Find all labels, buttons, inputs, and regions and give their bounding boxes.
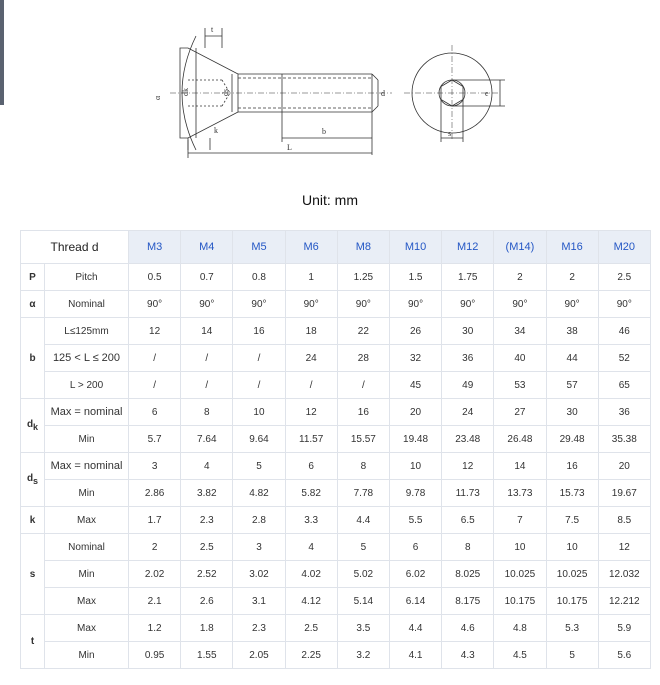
value-cell: 2 xyxy=(546,264,598,291)
value-cell: 0.95 xyxy=(129,642,181,669)
value-cell: 11.73 xyxy=(442,480,494,507)
value-cell: 0.8 xyxy=(233,264,285,291)
value-cell: 2 xyxy=(129,534,181,561)
value-cell: 12.212 xyxy=(598,588,650,615)
group-symbol-text: α xyxy=(29,298,36,310)
value-cell: 90° xyxy=(233,291,285,318)
value-cell: 24 xyxy=(285,345,337,372)
value-cell: / xyxy=(233,345,285,372)
value-cell: 6 xyxy=(285,453,337,480)
value-cell: 0.7 xyxy=(181,264,233,291)
value-cell: 27 xyxy=(494,399,546,426)
group-symbol-text: b xyxy=(29,352,36,364)
table-row xyxy=(21,318,651,345)
header-row xyxy=(21,231,651,264)
value-cell: 12 xyxy=(285,399,337,426)
group-symbol xyxy=(21,534,45,615)
value-cell: 5.7 xyxy=(129,426,181,453)
group-symbol-subscript: k xyxy=(33,422,39,432)
value-cell: 20 xyxy=(389,399,441,426)
spec-table xyxy=(20,230,651,669)
value-cell: 10.175 xyxy=(546,588,598,615)
value-cell: 4.82 xyxy=(233,480,285,507)
value-cell: 90° xyxy=(494,291,546,318)
table-row xyxy=(21,291,651,318)
row-label: Min xyxy=(45,642,129,669)
value-cell: 24 xyxy=(442,399,494,426)
table-row xyxy=(21,480,651,507)
value-cell: 90° xyxy=(598,291,650,318)
table-row xyxy=(21,345,651,372)
group-symbol xyxy=(21,615,45,669)
value-cell: 3 xyxy=(129,453,181,480)
value-cell: 16 xyxy=(546,453,598,480)
bolt-diagram xyxy=(0,0,660,185)
value-cell: 3.3 xyxy=(285,507,337,534)
value-cell: 8.5 xyxy=(598,507,650,534)
s-dim-label: s xyxy=(448,129,452,138)
ds-dim-label: ds xyxy=(221,88,230,96)
value-cell: 4.1 xyxy=(389,642,441,669)
value-cell: 14 xyxy=(181,318,233,345)
value-cell: 2.6 xyxy=(181,588,233,615)
value-cell: 1.2 xyxy=(129,615,181,642)
table-row xyxy=(21,588,651,615)
value-cell: 9.64 xyxy=(233,426,285,453)
value-cell: 46 xyxy=(598,318,650,345)
value-cell: 2.3 xyxy=(181,507,233,534)
value-cell: 19.48 xyxy=(389,426,441,453)
size-header: M10 xyxy=(389,231,441,264)
value-cell: 1.55 xyxy=(181,642,233,669)
value-cell: 12 xyxy=(598,534,650,561)
value-cell: 36 xyxy=(598,399,650,426)
table-row xyxy=(21,453,651,480)
value-cell: 18 xyxy=(285,318,337,345)
value-cell: 4.4 xyxy=(389,615,441,642)
size-header: M5 xyxy=(233,231,285,264)
value-cell: 15.73 xyxy=(546,480,598,507)
value-cell: 11.57 xyxy=(285,426,337,453)
value-cell: 30 xyxy=(442,318,494,345)
value-cell: 2.3 xyxy=(233,615,285,642)
size-header: M4 xyxy=(181,231,233,264)
value-cell: 5.02 xyxy=(337,561,389,588)
value-cell: 5 xyxy=(546,642,598,669)
row-label: Min xyxy=(45,561,129,588)
value-cell: 4.8 xyxy=(494,615,546,642)
value-cell: 34 xyxy=(494,318,546,345)
value-cell: 8.175 xyxy=(442,588,494,615)
value-cell: 1.5 xyxy=(389,264,441,291)
value-cell: 19.67 xyxy=(598,480,650,507)
table-row xyxy=(21,426,651,453)
value-cell: 8 xyxy=(181,399,233,426)
value-cell: 3.2 xyxy=(337,642,389,669)
value-cell: 26.48 xyxy=(494,426,546,453)
value-cell: 5.14 xyxy=(337,588,389,615)
value-cell: 90° xyxy=(285,291,337,318)
value-cell: 2.05 xyxy=(233,642,285,669)
value-cell: 4.02 xyxy=(285,561,337,588)
value-cell: 3.02 xyxy=(233,561,285,588)
row-label: 125 < L ≤ 200 xyxy=(45,345,129,372)
row-label: Min xyxy=(45,480,129,507)
row-label: Min xyxy=(45,426,129,453)
value-cell: 5.6 xyxy=(598,642,650,669)
value-cell: 7.64 xyxy=(181,426,233,453)
value-cell: 16 xyxy=(233,318,285,345)
group-symbol-text: d xyxy=(26,419,34,430)
value-cell: 45 xyxy=(389,372,441,399)
value-cell: 2.5 xyxy=(181,534,233,561)
value-cell: 2.8 xyxy=(233,507,285,534)
value-cell: 3.1 xyxy=(233,588,285,615)
value-cell: 3.5 xyxy=(337,615,389,642)
value-cell: 6.5 xyxy=(442,507,494,534)
value-cell: / xyxy=(129,345,181,372)
value-cell: 4.6 xyxy=(442,615,494,642)
L-dim-label: L xyxy=(287,143,292,152)
value-cell: / xyxy=(285,372,337,399)
value-cell: 32 xyxy=(389,345,441,372)
value-cell: 6 xyxy=(129,399,181,426)
value-cell: 7.78 xyxy=(337,480,389,507)
value-cell: 9.78 xyxy=(389,480,441,507)
value-cell: 5 xyxy=(233,453,285,480)
value-cell: 90° xyxy=(337,291,389,318)
value-cell: 4.4 xyxy=(337,507,389,534)
value-cell: 6 xyxy=(389,534,441,561)
d-dim-label: d xyxy=(381,89,385,98)
e-dim-label: e xyxy=(485,89,489,98)
size-header: M8 xyxy=(337,231,389,264)
group-symbol-text: s xyxy=(29,568,36,580)
value-cell: 3 xyxy=(233,534,285,561)
value-cell: 5 xyxy=(337,534,389,561)
t-dim-label: t xyxy=(211,25,214,34)
value-cell: 8.025 xyxy=(442,561,494,588)
table-row xyxy=(21,642,651,669)
size-header: M3 xyxy=(129,231,181,264)
table-row xyxy=(21,507,651,534)
table-row xyxy=(21,399,651,426)
group-symbol-subscript: s xyxy=(33,476,39,486)
value-cell: 5.9 xyxy=(598,615,650,642)
value-cell: 1 xyxy=(285,264,337,291)
value-cell: 7 xyxy=(494,507,546,534)
value-cell: 90° xyxy=(181,291,233,318)
k-dim-label: k xyxy=(214,126,218,135)
table-row xyxy=(21,534,651,561)
unit-caption: Unit: mm xyxy=(302,192,358,208)
value-cell: 4.5 xyxy=(494,642,546,669)
row-label: Max = nominal xyxy=(45,453,129,480)
size-header: M6 xyxy=(285,231,337,264)
value-cell: 10.025 xyxy=(494,561,546,588)
value-cell: 10 xyxy=(546,534,598,561)
value-cell: 57 xyxy=(546,372,598,399)
group-symbol-text: P xyxy=(29,271,36,283)
value-cell: 15.57 xyxy=(337,426,389,453)
value-cell: 2.25 xyxy=(285,642,337,669)
value-cell: 4.3 xyxy=(442,642,494,669)
value-cell: 5.82 xyxy=(285,480,337,507)
value-cell: 53 xyxy=(494,372,546,399)
value-cell: 4.12 xyxy=(285,588,337,615)
value-cell: 5.5 xyxy=(389,507,441,534)
value-cell: 38 xyxy=(546,318,598,345)
group-symbol-text: d xyxy=(26,473,34,484)
value-cell: 29.48 xyxy=(546,426,598,453)
row-label: Nominal xyxy=(45,291,129,318)
row-label: Max xyxy=(45,507,129,534)
value-cell: 4 xyxy=(285,534,337,561)
value-cell: 0.5 xyxy=(129,264,181,291)
value-cell: 35.38 xyxy=(598,426,650,453)
value-cell: 2.02 xyxy=(129,561,181,588)
table-row xyxy=(21,372,651,399)
row-label: Max = nominal xyxy=(45,399,129,426)
size-header: M12 xyxy=(442,231,494,264)
size-header: M20 xyxy=(598,231,650,264)
row-label: Max xyxy=(45,588,129,615)
group-symbol xyxy=(21,291,45,318)
value-cell: 12 xyxy=(442,453,494,480)
value-cell: 2.5 xyxy=(598,264,650,291)
group-symbol xyxy=(21,507,45,534)
value-cell: 12.032 xyxy=(598,561,650,588)
value-cell: / xyxy=(129,372,181,399)
value-cell: 26 xyxy=(389,318,441,345)
value-cell: 20 xyxy=(598,453,650,480)
group-symbol xyxy=(21,318,45,399)
value-cell: 23.48 xyxy=(442,426,494,453)
value-cell: / xyxy=(181,372,233,399)
size-header: M16 xyxy=(546,231,598,264)
value-cell: 1.25 xyxy=(337,264,389,291)
value-cell: 2.5 xyxy=(285,615,337,642)
value-cell: 2.52 xyxy=(181,561,233,588)
value-cell: 1.75 xyxy=(442,264,494,291)
row-label: Max xyxy=(45,615,129,642)
group-symbol xyxy=(21,399,45,453)
value-cell: 28 xyxy=(337,345,389,372)
group-symbol-text: k xyxy=(29,514,36,526)
alpha-dim-label: α xyxy=(153,95,162,100)
value-cell: 1.8 xyxy=(181,615,233,642)
group-symbol-text: t xyxy=(30,636,35,647)
value-cell: 3.82 xyxy=(181,480,233,507)
value-cell: 22 xyxy=(337,318,389,345)
value-cell: 7.5 xyxy=(546,507,598,534)
value-cell: 13.73 xyxy=(494,480,546,507)
value-cell: 10 xyxy=(233,399,285,426)
row-label: Pitch xyxy=(45,264,129,291)
value-cell: 90° xyxy=(129,291,181,318)
value-cell: 12 xyxy=(129,318,181,345)
value-cell: 30 xyxy=(546,399,598,426)
row-label: L≤125mm xyxy=(45,318,129,345)
value-cell: 90° xyxy=(442,291,494,318)
value-cell: 10 xyxy=(389,453,441,480)
value-cell: 65 xyxy=(598,372,650,399)
value-cell: 52 xyxy=(598,345,650,372)
value-cell: 16 xyxy=(337,399,389,426)
value-cell: 40 xyxy=(494,345,546,372)
value-cell: 6.14 xyxy=(389,588,441,615)
value-cell: 14 xyxy=(494,453,546,480)
value-cell: 2.1 xyxy=(129,588,181,615)
value-cell: 6.02 xyxy=(389,561,441,588)
b-dim-label: b xyxy=(322,127,326,136)
table-row xyxy=(21,561,651,588)
value-cell: 90° xyxy=(389,291,441,318)
value-cell: 4 xyxy=(181,453,233,480)
value-cell: 5.3 xyxy=(546,615,598,642)
row-label: L > 200 xyxy=(45,372,129,399)
value-cell: / xyxy=(337,372,389,399)
thread-header: Thread d xyxy=(21,231,129,264)
value-cell: 49 xyxy=(442,372,494,399)
dk-dim-label: dk xyxy=(181,88,190,96)
value-cell: 1.7 xyxy=(129,507,181,534)
value-cell: 36 xyxy=(442,345,494,372)
value-cell: 10 xyxy=(494,534,546,561)
value-cell: 44 xyxy=(546,345,598,372)
value-cell: 8 xyxy=(442,534,494,561)
value-cell: 10.175 xyxy=(494,588,546,615)
table-row xyxy=(21,264,651,291)
value-cell: 8 xyxy=(337,453,389,480)
row-label: Nominal xyxy=(45,534,129,561)
value-cell: / xyxy=(181,345,233,372)
group-symbol xyxy=(21,264,45,291)
value-cell: 2.86 xyxy=(129,480,181,507)
size-header: (M14) xyxy=(494,231,546,264)
value-cell: 2 xyxy=(494,264,546,291)
value-cell: 90° xyxy=(546,291,598,318)
value-cell: 10.025 xyxy=(546,561,598,588)
table-row xyxy=(21,615,651,642)
group-symbol xyxy=(21,453,45,507)
value-cell: / xyxy=(233,372,285,399)
